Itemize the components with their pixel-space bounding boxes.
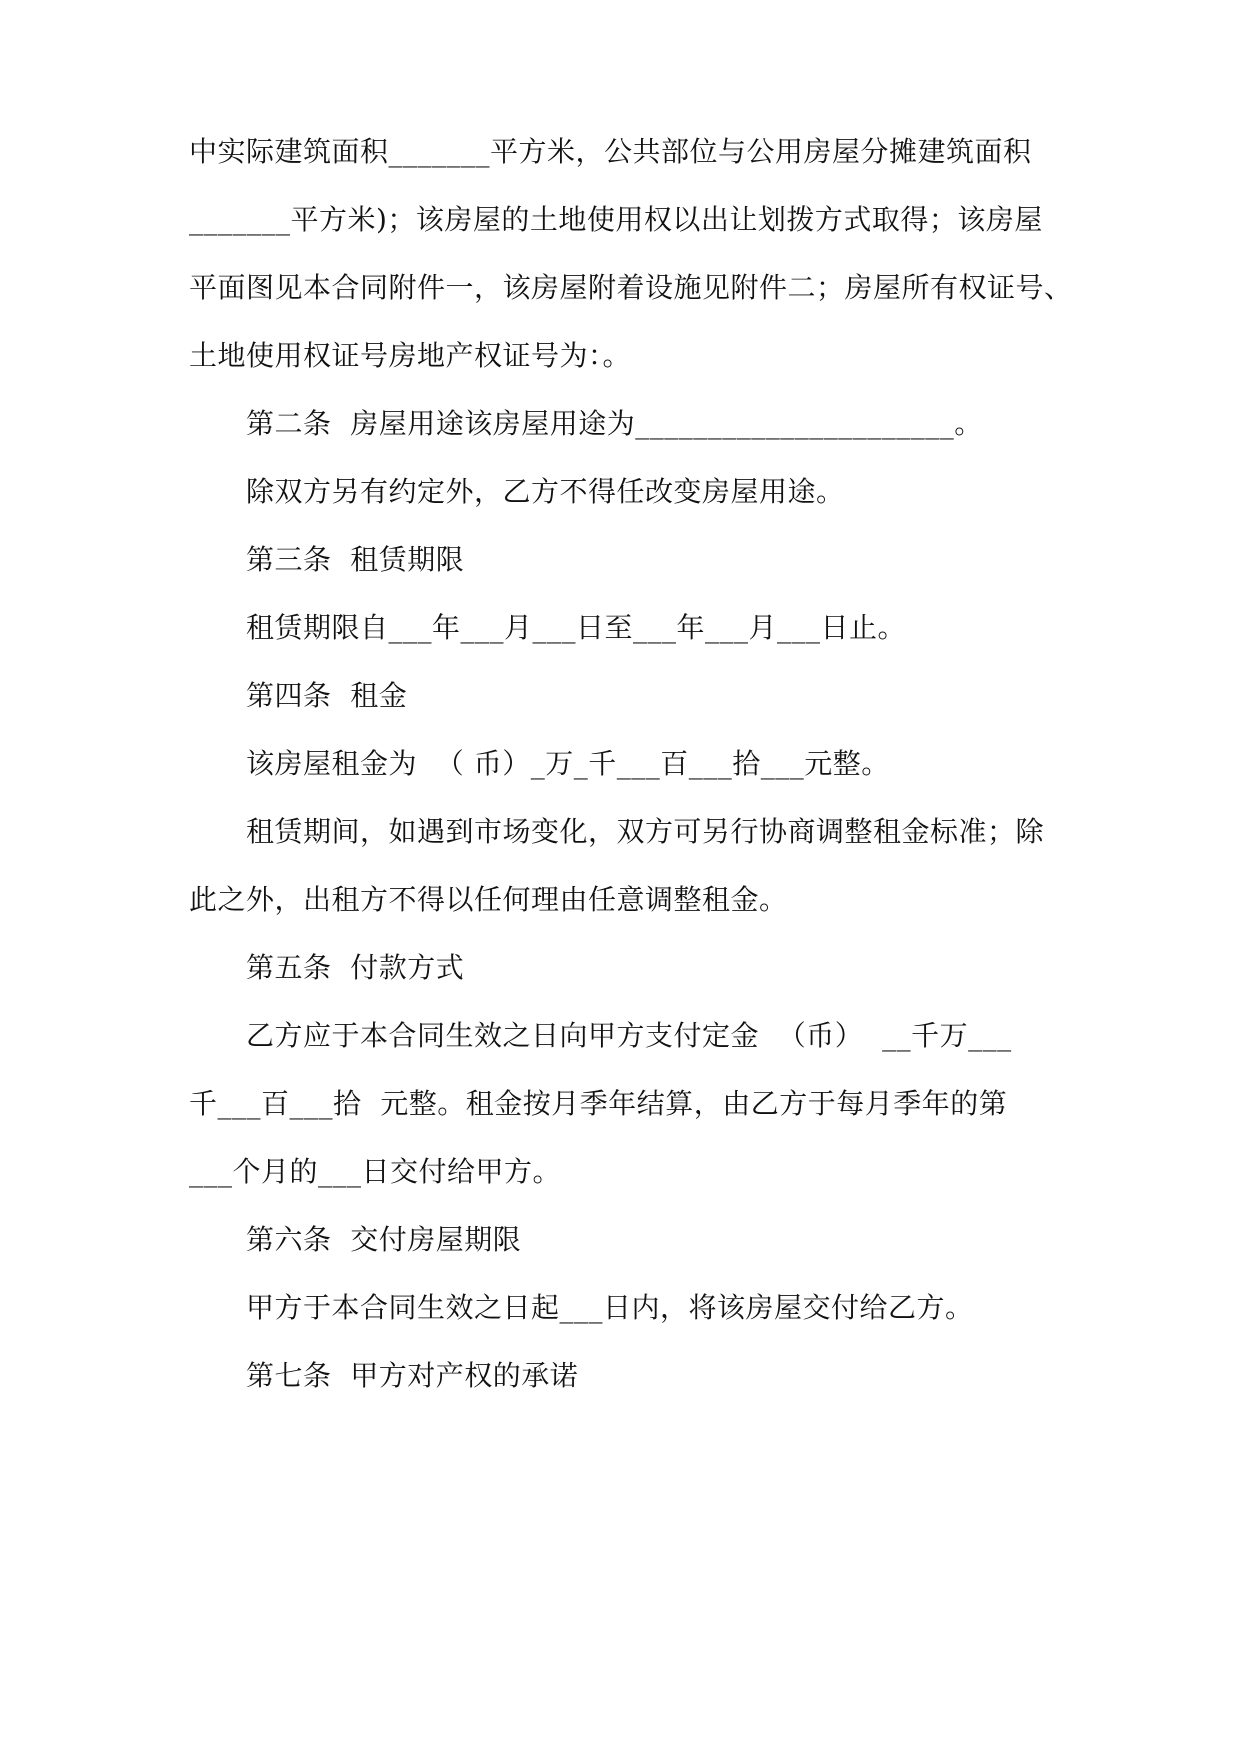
article-4-heading: 第四条 租金: [246, 679, 408, 712]
text-line: 甲方于本合同生效之日起___日内，将该房屋交付给乙方。: [246, 1291, 974, 1324]
article-6-heading: 第六条 交付房屋期限: [246, 1223, 522, 1256]
text-line: 租赁期限自___年___月___日至___年___月___日止。: [246, 611, 907, 644]
text-line: 平面图见本合同附件一，该房屋附着设施见附件二；房屋所有权证号、: [189, 271, 1073, 304]
text-line: 土地使用权证号房地产权证号为：。: [189, 339, 632, 372]
text-line: 除双方另有约定外，乙方不得任改变房屋用途。: [246, 475, 845, 508]
text-line: 乙方应于本合同生效之日向甲方支付定金 （币） __千万___: [246, 1019, 1012, 1052]
text-line: 中实际建筑面积_______平方米，公共部位与公用房屋分摊建筑面积: [189, 135, 1032, 168]
article-3-heading: 第三条 租赁期限: [246, 543, 465, 576]
article-7-heading: 第七条 甲方对产权的承诺: [246, 1359, 579, 1392]
article-5-heading: 第五条 付款方式: [246, 951, 465, 984]
article-2-heading: 第二条 房屋用途该房屋用途为______________________。: [246, 407, 983, 440]
text-line: _______平方米)；该房屋的土地使用权以出让划拨方式取得；该房屋: [189, 203, 1043, 236]
text-line: ___个月的___日交付给甲方。: [189, 1155, 562, 1188]
text-line: 租赁期间，如遇到市场变化，双方可另行协商调整租金标准；除: [246, 815, 1045, 848]
text-line: 该房屋租金为 （ 币）_万_千___百___拾___元整。: [246, 747, 890, 780]
text-line: 此之外，出租方不得以任何理由任意调整租金。: [189, 883, 788, 916]
text-line: 千___百___拾 元整。租金按月季年结算，由乙方于每月季年的第: [189, 1087, 1008, 1120]
